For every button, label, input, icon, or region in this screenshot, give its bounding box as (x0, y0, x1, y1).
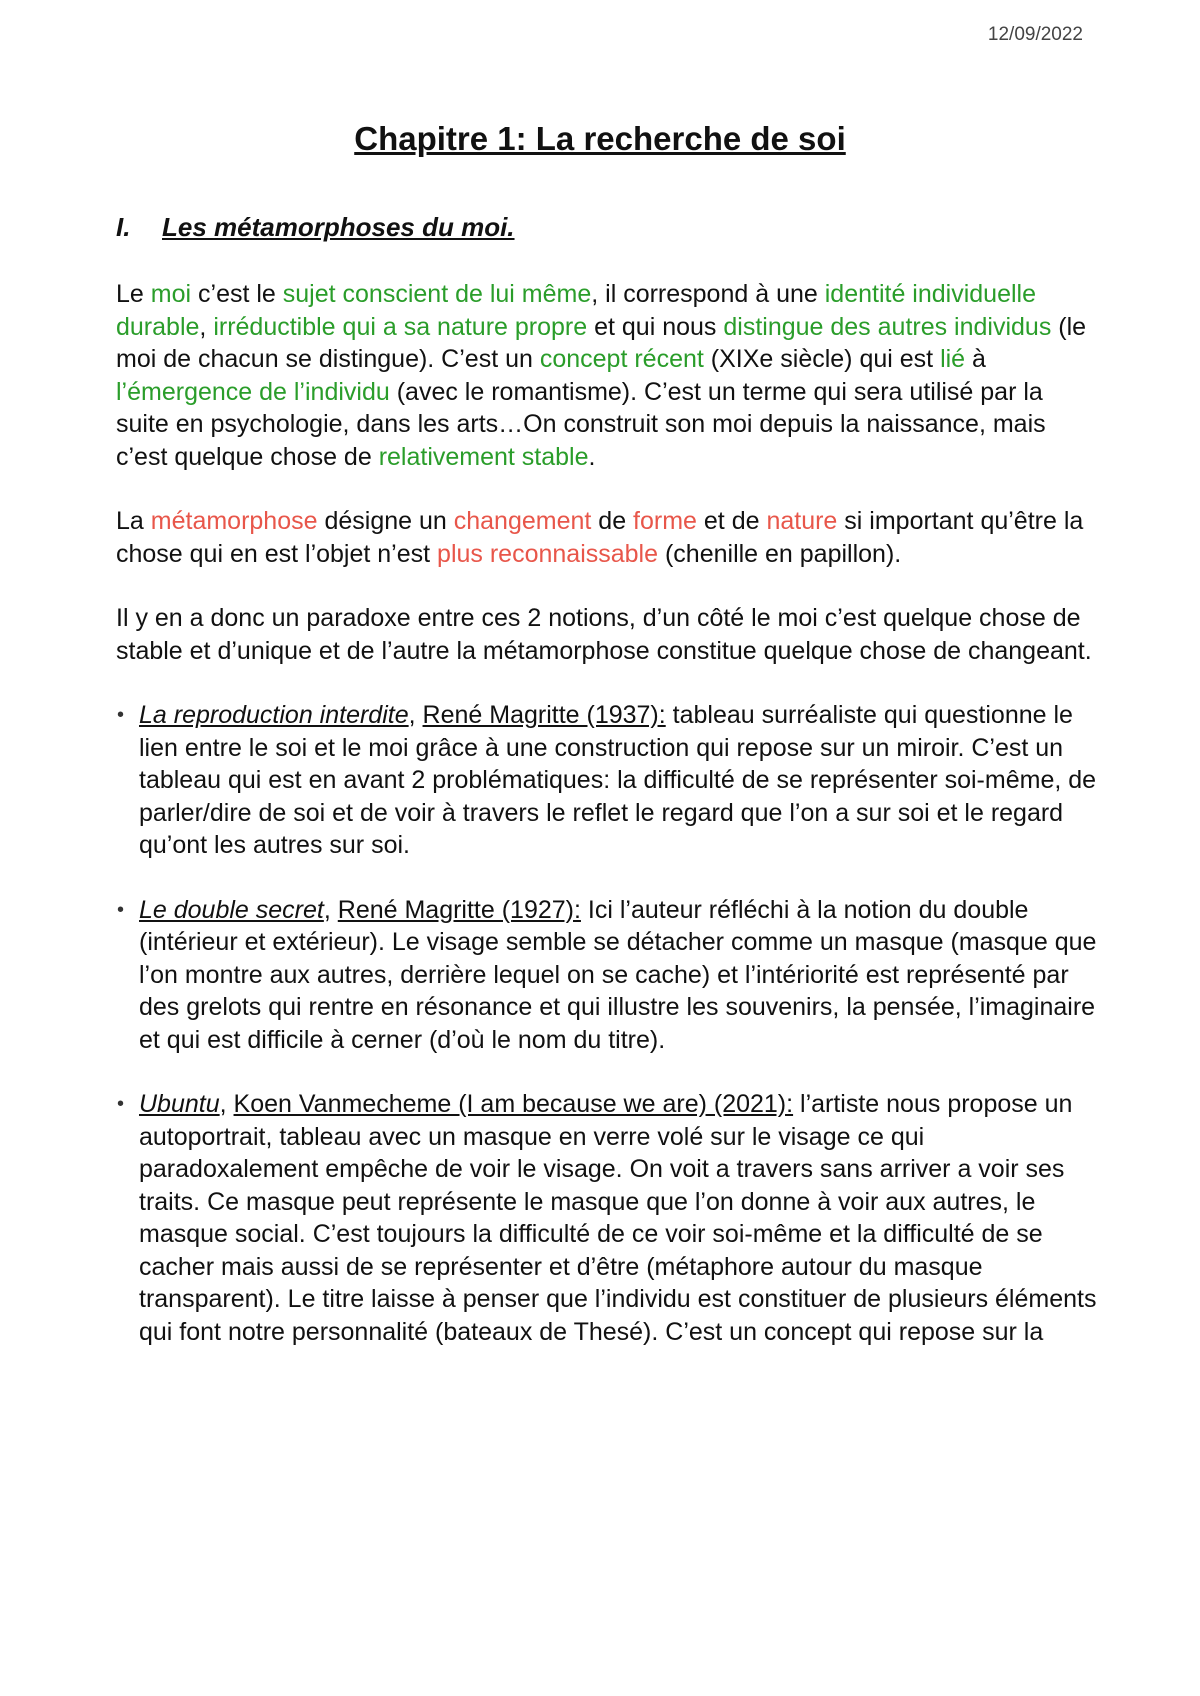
keyword-green: l’émergence de l’individu (116, 377, 390, 406)
keyword-green: relativement stable (378, 442, 589, 471)
chapter-title: Chapitre 1: La recherche de soi (354, 120, 846, 157)
text-run: (avec le romantisme). C’est un terme qui sera utilisé par la suite en psychologie, dans les arts…On construit son moi depuis la naissance, mais c’est quelque chose de (116, 377, 1046, 471)
body-text (116, 278, 1101, 1380)
list-item (116, 699, 1101, 862)
keyword-red: forme (633, 507, 697, 535)
keyword-green: identité individuelle durable (116, 280, 1036, 341)
list-item (116, 1088, 1101, 1348)
work-description: tableau surréaliste qui questionne le lien entre le soi et le moi grâce à une construction qui repose sur un miroir. C’est un tableau qui est en avant 2 problématiques: la difficulté de se représenter soi-même, de parler/dire de soi et de voir à travers le reflet le regard que l’on a sur soi et le regard qu’ont les autres sur soi. (139, 701, 1097, 859)
keyword-green: sujet conscient de lui même (282, 280, 592, 308)
text-run: (chenille en papillon). (658, 539, 902, 568)
keyword-green: moi (150, 280, 192, 308)
text-run: à (965, 345, 986, 373)
text-run: si important qu’être la chose qui en est l’objet n’est (116, 507, 1084, 568)
work-credit: René Magritte (1937): (422, 701, 666, 729)
keyword-green: lié (940, 345, 966, 373)
section-title: Les métamorphoses du moi. (162, 212, 515, 242)
paragraph-paradoxe: Il y en a donc un paradoxe entre ces 2 notions, d’un côté le moi c’est quelque chose de stable et d’unique et de l’autre la métamorphose constitue quelque chose de changeant. (116, 604, 1092, 665)
work-title: Le double secret (139, 895, 324, 924)
keyword-red: métamorphose (150, 507, 318, 535)
text-run: , il correspond à une (591, 280, 825, 308)
bullet-icon: • (117, 704, 125, 726)
keyword-red: plus reconnaissable (437, 539, 659, 568)
work-credit: Koen Vanmecheme (I am because we are) (2021): (233, 1090, 794, 1118)
keyword-red: changement (453, 507, 592, 535)
work-title: La reproduction interdite (139, 701, 409, 729)
work-separator: , (219, 1090, 234, 1118)
text-run: (le moi de chacun se distingue). C’est un (116, 312, 1087, 373)
work-separator: , (408, 701, 423, 729)
keyword-green: irréductible qui a sa nature propre (213, 312, 588, 341)
bullet-icon: • (117, 1093, 125, 1115)
keyword-green: concept récent (539, 345, 704, 373)
work-description: Ici l’auteur réfléchi à la notion du double (intérieur et extérieur). Le visage semble se détacher comme un masque (masque que l’on montre aux autres, derrière lequel on se cache) et l’intériorité est représenté par des grelots qui rentre en résonance et qui illustre les souvenirs, la pensée, l’imaginaire et qui est difficile à cerner (d’où le nom du titre). (139, 895, 1097, 1054)
work-title: Ubuntu (139, 1090, 220, 1118)
text-run: et qui nous (587, 312, 724, 341)
date-header: 12/09/2022 (987, 24, 1083, 45)
paragraph-moi (116, 278, 1101, 473)
text-run: de (591, 507, 634, 535)
text-run: , (199, 312, 214, 341)
text-run: . (588, 442, 596, 471)
works-list (116, 699, 1101, 1348)
text-run: et de (696, 507, 767, 535)
bullet-icon: • (117, 898, 125, 921)
text-run: Le (116, 280, 151, 308)
text-run: c’est le (191, 280, 283, 308)
section-number: I. (116, 212, 131, 242)
keyword-red: nature (766, 507, 838, 535)
text-run: (XIXe siècle) qui est (703, 345, 941, 373)
paragraph-metamorphose (116, 505, 1101, 570)
work-separator: , (323, 895, 338, 924)
work-description: l’artiste nous propose un autoportrait, tableau avec un masque en verre volé sur le visage ce qui paradoxalement empêche de voir le visage. On voit a travers sans arriver a voir ses traits. Ce masque peut représente le masque que l’on donne à voir aux autres, le masque social. C’est toujours la difficulté de ce voir soi-même et la difficulté de se cacher mais aussi de se représenter et d’être (métaphore autour du masque transparent). Le titre laisse à penser que l’individu est constituer de plusieurs éléments qui font notre personnalité (bateaux de Thesé). C’est un concept qui repose sur la (139, 1090, 1097, 1346)
section-heading (116, 212, 515, 243)
list-item (116, 894, 1101, 1057)
keyword-green: distingue des autres individus (723, 312, 1052, 341)
text-run: La (116, 507, 151, 535)
work-credit: René Magritte (1927): (337, 895, 581, 924)
text-run: désigne un (317, 507, 454, 535)
